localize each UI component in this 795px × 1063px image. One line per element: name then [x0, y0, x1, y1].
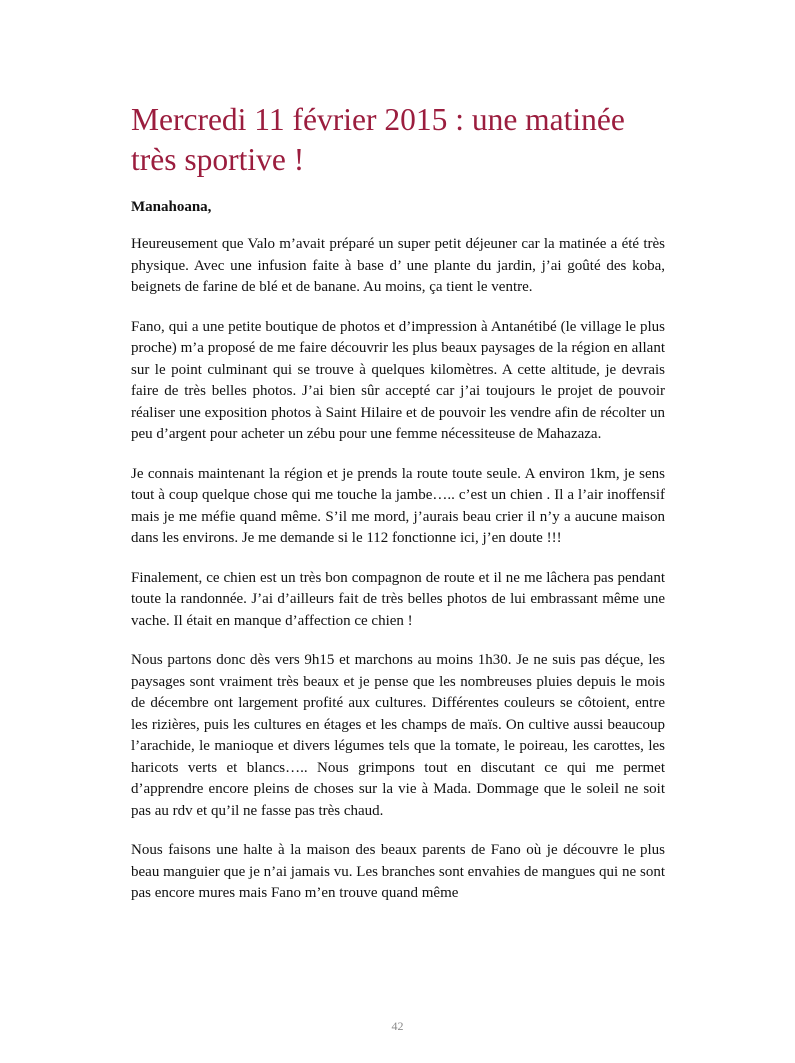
paragraph-6: Nous faisons une halte à la maison des beaux parents de Fano où je découvre le plus beau manguier que je n’ai jamais vu. Les branches sont envahies de mangues qui ne sont pas encore mures mais Fano m’en trouve quand même	[131, 842, 665, 901]
paragraph-4: Finalement, ce chien est un très bon compagnon de route et il ne me lâchera pas pendant toute la randonnée. J’ai d’ailleurs fait de très belles photos de lui embrassant même une vache. Il était en manque d’affection ce chien !	[131, 569, 665, 629]
page-number: 42	[391, 1019, 404, 1033]
document-page	[131, 100, 665, 905]
salutation: Manahoana,	[131, 199, 212, 215]
paragraph-1: Heureusement que Valo m’avait préparé un super petit déjeuner car la matinée a été très physique. Avec une infusion faite à base d’ une plante du jardin, j’ai goûté des koba, beignets de farine de blé et de banane. Au moins, ça tient le ventre.	[131, 236, 665, 295]
page-title: Mercredi 11 février 2015 : une matinée très sportive !	[131, 102, 625, 177]
paragraph-3: Je connais maintenant la région et je prends la route toute seule. A environ 1km, je sens tout à coup quelque chose qui me touche la jambe….. c’est un chien . Il a l’air inoffensif mais je me méfie quand même. S’il me mord, j’aurais beau crier il n’y a aucune maison dans les environs. Je me demande si le 112 fonctionne ici, j’en doute !!!	[131, 465, 665, 546]
paragraph-2: Fano, qui a une petite boutique de photos et d’impression à Antanétibé (le village le plus proche) m’a proposé de me faire découvrir les plus beaux paysages de la région en allant sur le point culminant qui se trouve à quelques kilomètres. A cette altitude, je devrais faire de très belles photos. J’ai bien sûr accepté car j’ai toujours le projet de pouvoir réaliser une exposition photos à Saint Hilaire et de pouvoir les vendre afin de récolter un peu d’argent pour acheter un zébu pour une femme nécessiteuse de Mahazaza.	[131, 318, 665, 442]
paragraph-5: Nous partons donc dès vers 9h15 et marchons au moins 1h30. Je ne suis pas déçue, les paysages sont vraiment très beaux et je pense que les nombreuses pluies depuis le mois de décembre ont largement profité aux cultures. Différentes couleurs se côtoient, entre les rizières, puis les cultures en étages et les champs de maïs. On cultive aussi beaucoup l’arachide, le manioque et divers légumes tels que la tomate, le poireau, les carottes, les haricots verts et blancs….. Nous grimpons tout en discutant ce qui me permet d’apprendre encore pleins de choses sur la vie à Mada. Dommage que le soleil ne soit pas au rdv et qu’il ne fasse pas très chaud.	[131, 652, 665, 819]
